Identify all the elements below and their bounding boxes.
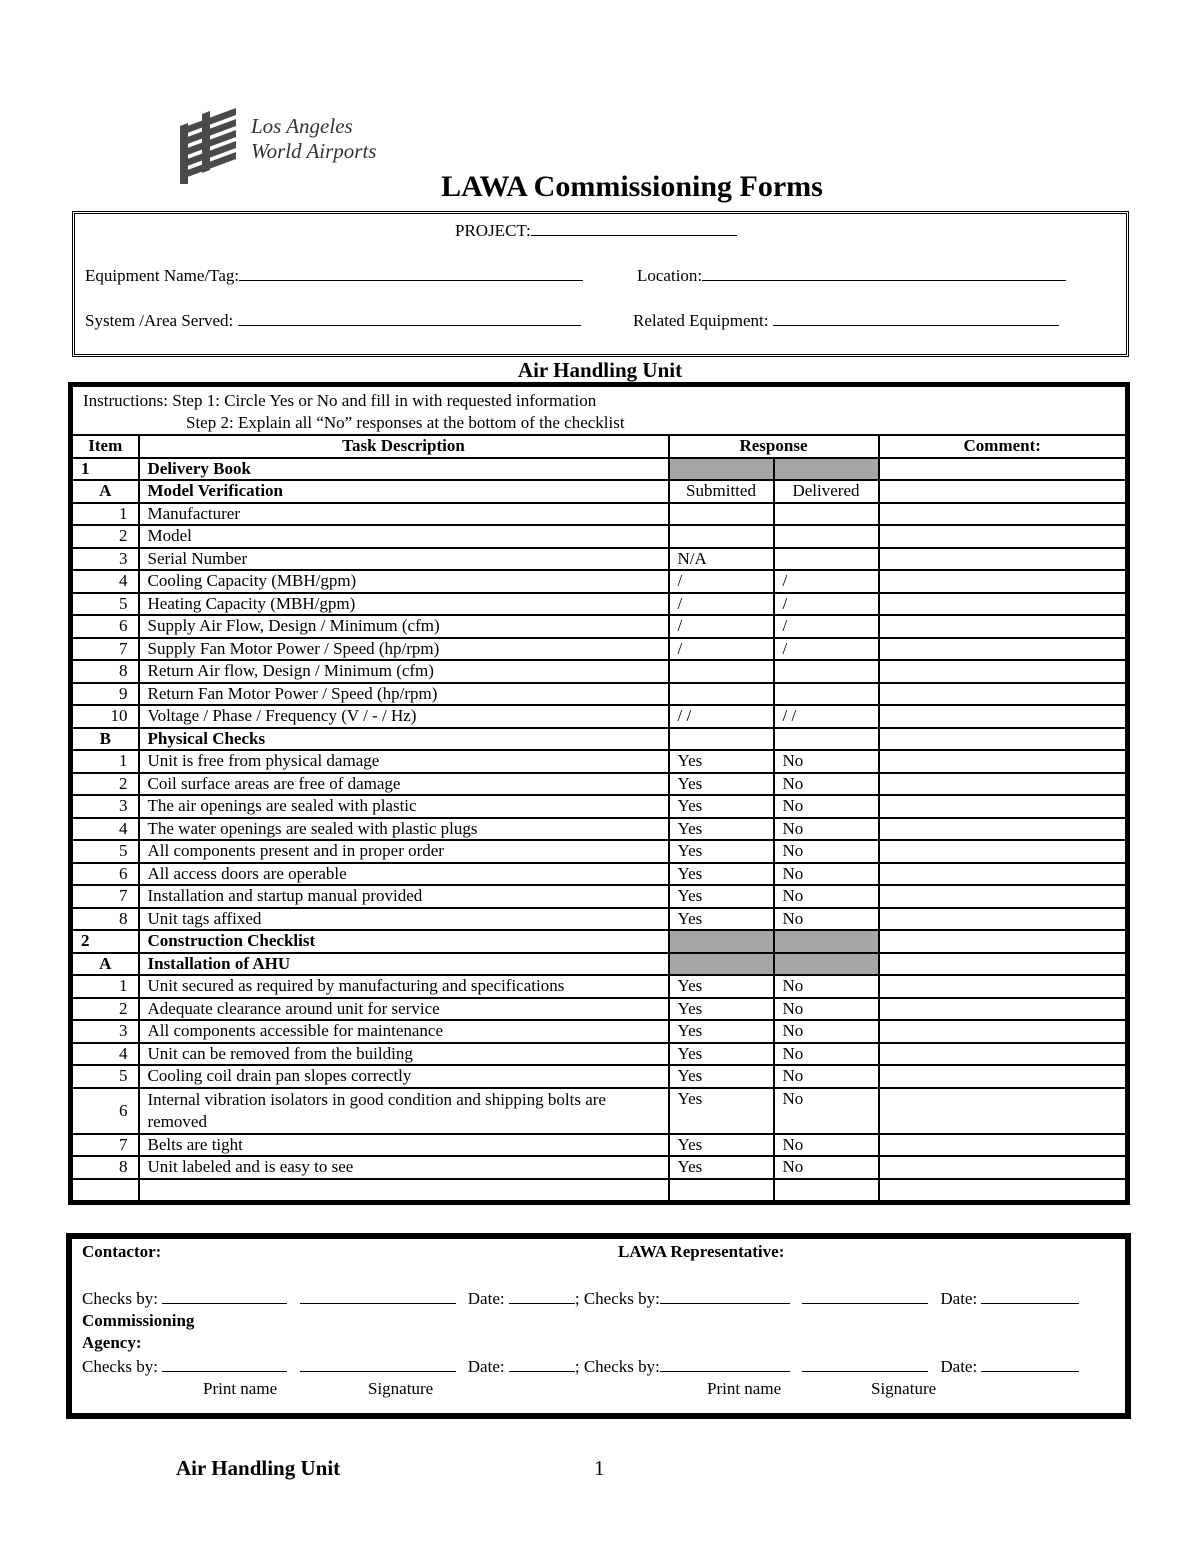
item-cell: 8: [71, 1156, 139, 1179]
task-cell: Construction Checklist: [139, 930, 669, 953]
header-item: Item: [71, 435, 139, 458]
response-2-cell[interactable]: No: [774, 908, 879, 931]
response-1-cell[interactable]: Yes: [669, 975, 774, 998]
item-cell: 4: [71, 570, 139, 593]
comment-cell[interactable]: [879, 1065, 1128, 1088]
comment-cell[interactable]: [879, 863, 1128, 886]
response-2-cell[interactable]: [774, 503, 879, 526]
project-label: PROJECT:: [455, 221, 531, 240]
item-cell: 3: [71, 795, 139, 818]
agency-signature-blank[interactable]: [300, 1356, 456, 1372]
item-cell: 10: [71, 705, 139, 728]
task-cell: Supply Air Flow, Design / Minimum (cfm): [139, 615, 669, 638]
item-cell: 2: [71, 930, 139, 953]
table-row: [71, 570, 1128, 593]
task-cell: [139, 1179, 669, 1203]
project-field[interactable]: [455, 220, 737, 241]
instructions-row: [71, 385, 1128, 436]
response-2-cell[interactable]: /: [774, 593, 879, 616]
table-row: [71, 638, 1128, 661]
print-name-caption: Print name: [203, 1379, 278, 1398]
response-2-cell[interactable]: No: [774, 840, 879, 863]
response-1-cell[interactable]: Submitted: [669, 480, 774, 503]
item-cell: 7: [71, 638, 139, 661]
task-cell: Unit tags affixed: [139, 908, 669, 931]
task-cell: Belts are tight: [139, 1134, 669, 1157]
system-field[interactable]: [85, 310, 581, 331]
comment-cell[interactable]: [879, 593, 1128, 616]
response-1-cell[interactable]: Yes: [669, 1020, 774, 1043]
comment-cell[interactable]: [879, 615, 1128, 638]
table-row: [71, 1020, 1128, 1043]
table-row: [71, 750, 1128, 773]
item-cell: 8: [71, 660, 139, 683]
response-1-cell[interactable]: /: [669, 615, 774, 638]
header-comment: Comment:: [879, 435, 1128, 458]
related-field[interactable]: [633, 310, 1059, 331]
agency-checks-row: Checks by: Date: ; Checks by: Date:: [82, 1356, 1079, 1377]
contractor-checks-row: Checks by: Date: ; Checks by: Date:: [82, 1288, 1079, 1309]
item-cell: 7: [71, 1134, 139, 1157]
checks-by-label: Checks by:: [82, 1289, 159, 1308]
response-2-cell[interactable]: No: [774, 975, 879, 998]
item-cell: 1: [71, 503, 139, 526]
item-cell: 2: [71, 773, 139, 796]
item-cell: 4: [71, 818, 139, 841]
comment-cell[interactable]: [879, 998, 1128, 1021]
task-cell: Internal vibration isolators in good condition and shipping bolts are removed: [139, 1088, 669, 1134]
table-row: [71, 458, 1128, 481]
task-cell: Unit is free from physical damage: [139, 750, 669, 773]
signature-box: [66, 1233, 1131, 1419]
task-cell: The water openings are sealed with plastic plugs: [139, 818, 669, 841]
response-2-cell[interactable]: No: [774, 750, 879, 773]
date-label: Date:: [940, 1357, 978, 1376]
item-cell: 2: [71, 998, 139, 1021]
response-2-cell[interactable]: No: [774, 863, 879, 886]
comment-cell[interactable]: [879, 638, 1128, 661]
response-1-cell[interactable]: [669, 953, 774, 976]
lawa-rep-label: LAWA Representative:: [618, 1242, 785, 1261]
comment-cell[interactable]: [879, 818, 1128, 841]
print-name-caption: Print name: [707, 1379, 782, 1398]
header-response: Response: [669, 435, 879, 458]
item-cell: [71, 1179, 139, 1203]
comment-cell[interactable]: [879, 1043, 1128, 1066]
response-1-cell[interactable]: [669, 930, 774, 953]
table-row: [71, 1065, 1128, 1088]
item-cell: 3: [71, 1020, 139, 1043]
lawa2-date-blank[interactable]: [981, 1356, 1079, 1372]
logo-wordmark: [251, 114, 376, 164]
response-2-cell[interactable]: /: [774, 615, 879, 638]
task-cell: All components accessible for maintenance: [139, 1020, 669, 1043]
task-cell: Model: [139, 525, 669, 548]
table-row: [71, 728, 1128, 751]
agency-print-name-blank[interactable]: [162, 1356, 287, 1372]
table-row: [71, 705, 1128, 728]
task-cell: The air openings are sealed with plastic: [139, 795, 669, 818]
instructions-line-1: Instructions: Step 1: Circle Yes or No and fill in with requested information: [83, 391, 597, 410]
response-1-cell[interactable]: Yes: [669, 818, 774, 841]
comment-cell[interactable]: [879, 930, 1128, 953]
comment-cell[interactable]: [879, 660, 1128, 683]
comment-cell[interactable]: [879, 885, 1128, 908]
task-cell: Return Air flow, Design / Minimum (cfm): [139, 660, 669, 683]
task-cell: Unit secured as required by manufacturing and specifications: [139, 975, 669, 998]
item-cell: A: [71, 480, 139, 503]
footer-title: Air Handling Unit: [176, 1456, 341, 1480]
task-cell: Manufacturer: [139, 503, 669, 526]
task-cell: Heating Capacity (MBH/gpm): [139, 593, 669, 616]
task-cell: All components present and in proper order: [139, 840, 669, 863]
response-1-cell[interactable]: Yes: [669, 1065, 774, 1088]
table-row: [71, 998, 1128, 1021]
location-blank[interactable]: [702, 265, 1066, 281]
response-2-cell[interactable]: No: [774, 1043, 879, 1066]
response-2-cell[interactable]: No: [774, 998, 879, 1021]
task-cell: Serial Number: [139, 548, 669, 571]
task-cell: Unit can be removed from the building: [139, 1043, 669, 1066]
response-2-cell[interactable]: /: [774, 638, 879, 661]
contractor-signature-blank[interactable]: [300, 1288, 456, 1304]
page-title: LAWA Commissioning Forms: [441, 170, 823, 203]
item-cell: 6: [71, 863, 139, 886]
table-row: [71, 795, 1128, 818]
response-1-cell[interactable]: /: [669, 570, 774, 593]
equipment-blank[interactable]: [239, 265, 583, 281]
table-row: [71, 593, 1128, 616]
response-2-cell[interactable]: No: [774, 795, 879, 818]
comment-cell[interactable]: [879, 1020, 1128, 1043]
commissioning-label-1: Commissioning: [82, 1311, 195, 1330]
project-blank[interactable]: [531, 220, 737, 236]
commissioning-label-2: Agency:: [82, 1333, 142, 1352]
response-1-cell[interactable]: [669, 660, 774, 683]
item-cell: 2: [71, 525, 139, 548]
response-2-cell[interactable]: No: [774, 1156, 879, 1179]
table-row: [71, 525, 1128, 548]
table-row: [71, 615, 1128, 638]
comment-cell[interactable]: [879, 1179, 1128, 1203]
checklist-table: [68, 382, 1130, 1205]
table-row: [71, 863, 1128, 886]
comment-cell[interactable]: [879, 1134, 1128, 1157]
response-1-cell[interactable]: /: [669, 593, 774, 616]
checks-by-label: Checks by:: [82, 1357, 159, 1376]
comment-cell[interactable]: [879, 525, 1128, 548]
project-info-box: [72, 211, 1129, 357]
table-row: [71, 1088, 1128, 1134]
comment-cell[interactable]: [879, 773, 1128, 796]
table-row: [71, 975, 1128, 998]
response-2-cell[interactable]: [774, 953, 879, 976]
response-1-cell[interactable]: Yes: [669, 863, 774, 886]
task-cell: Coil surface areas are free of damage: [139, 773, 669, 796]
item-cell: 8: [71, 908, 139, 931]
response-2-cell[interactable]: [774, 660, 879, 683]
response-1-cell[interactable]: [669, 728, 774, 751]
comment-cell[interactable]: [879, 1088, 1128, 1134]
lawa2-print-name-blank[interactable]: [660, 1356, 790, 1372]
comment-cell[interactable]: [879, 953, 1128, 976]
table-header-row: [71, 435, 1128, 458]
comment-cell[interactable]: [879, 975, 1128, 998]
response-1-cell[interactable]: Yes: [669, 1156, 774, 1179]
item-cell: B: [71, 728, 139, 751]
response-2-cell[interactable]: / /: [774, 705, 879, 728]
item-cell: 1: [71, 458, 139, 481]
checks-by-label: Checks by:: [583, 1357, 660, 1376]
page-number: 1: [594, 1456, 605, 1480]
signature-caption: Signature: [368, 1379, 434, 1398]
response-2-cell[interactable]: No: [774, 1088, 879, 1134]
related-blank[interactable]: [773, 310, 1059, 326]
item-cell: 5: [71, 593, 139, 616]
response-2-cell[interactable]: No: [774, 1134, 879, 1157]
task-cell: Unit labeled and is easy to see: [139, 1156, 669, 1179]
comment-cell[interactable]: [879, 795, 1128, 818]
logo-line-2: World Airports: [251, 139, 377, 163]
table-row: [71, 548, 1128, 571]
response-1-cell[interactable]: Yes: [669, 1088, 774, 1134]
item-cell: 6: [71, 1088, 139, 1134]
item-cell: 5: [71, 1065, 139, 1088]
response-1-cell[interactable]: Yes: [669, 1134, 774, 1157]
response-1-cell[interactable]: Yes: [669, 998, 774, 1021]
item-cell: 5: [71, 840, 139, 863]
table-row: [71, 660, 1128, 683]
header-task: Task Description: [139, 435, 669, 458]
response-1-cell[interactable]: N/A: [669, 548, 774, 571]
lawa-signature-blank[interactable]: [802, 1288, 928, 1304]
response-1-cell[interactable]: [669, 525, 774, 548]
table-row: [71, 683, 1128, 706]
response-2-cell[interactable]: No: [774, 773, 879, 796]
comment-cell[interactable]: [879, 548, 1128, 571]
comment-cell[interactable]: [879, 503, 1128, 526]
table-row: [71, 885, 1128, 908]
section-title: Air Handling Unit: [517, 358, 683, 382]
task-cell: Physical Checks: [139, 728, 669, 751]
response-1-cell[interactable]: Yes: [669, 795, 774, 818]
table-row: [71, 503, 1128, 526]
comment-cell[interactable]: [879, 570, 1128, 593]
table-row: [71, 930, 1128, 953]
response-1-cell[interactable]: [669, 503, 774, 526]
comment-cell[interactable]: [879, 480, 1128, 503]
response-2-cell[interactable]: [774, 728, 879, 751]
lawa2-signature-blank[interactable]: [802, 1356, 928, 1372]
response-1-cell[interactable]: / /: [669, 705, 774, 728]
response-2-cell[interactable]: No: [774, 1020, 879, 1043]
system-label: System /Area Served:: [85, 311, 234, 330]
comment-cell[interactable]: [879, 705, 1128, 728]
date-label: Date:: [940, 1289, 978, 1308]
comment-cell[interactable]: [879, 908, 1128, 931]
location-field[interactable]: [637, 265, 1066, 286]
task-cell: Delivery Book: [139, 458, 669, 481]
task-cell: Model Verification: [139, 480, 669, 503]
task-cell: Supply Fan Motor Power / Speed (hp/rpm): [139, 638, 669, 661]
item-cell: 7: [71, 885, 139, 908]
table-row: [71, 1179, 1128, 1203]
table-row: [71, 773, 1128, 796]
item-cell: 9: [71, 683, 139, 706]
contractor-print-name-blank[interactable]: [162, 1288, 287, 1304]
lawa-date-blank[interactable]: [981, 1288, 1079, 1304]
lawa-print-name-blank[interactable]: [660, 1288, 790, 1304]
table-row: [71, 480, 1128, 503]
task-cell: Cooling Capacity (MBH/gpm): [139, 570, 669, 593]
table-row: [71, 953, 1128, 976]
related-label: Related Equipment:: [633, 311, 769, 330]
item-cell: 1: [71, 975, 139, 998]
item-cell: 1: [71, 750, 139, 773]
comment-cell[interactable]: [879, 683, 1128, 706]
response-2-cell[interactable]: No: [774, 1065, 879, 1088]
signature-caption: Signature: [871, 1379, 937, 1398]
response-2-cell[interactable]: [774, 458, 879, 481]
response-1-cell[interactable]: [669, 1179, 774, 1203]
table-row: [71, 1156, 1128, 1179]
equipment-field[interactable]: [85, 265, 583, 286]
response-1-cell[interactable]: Yes: [669, 773, 774, 796]
response-2-cell[interactable]: [774, 683, 879, 706]
response-1-cell[interactable]: Yes: [669, 885, 774, 908]
contractor-date-blank[interactable]: [509, 1288, 575, 1304]
response-2-cell[interactable]: [774, 525, 879, 548]
table-row: [71, 1043, 1128, 1066]
task-cell: All access doors are operable: [139, 863, 669, 886]
response-1-cell[interactable]: Yes: [669, 908, 774, 931]
item-cell: 3: [71, 548, 139, 571]
comment-cell[interactable]: [879, 458, 1128, 481]
table-row: [71, 1134, 1128, 1157]
comment-cell[interactable]: [879, 750, 1128, 773]
logo-line-1: Los Angeles: [251, 114, 353, 138]
agency-date-blank[interactable]: [509, 1356, 575, 1372]
date-label: Date:: [467, 1357, 505, 1376]
response-2-cell[interactable]: No: [774, 818, 879, 841]
task-cell: Cooling coil drain pan slopes correctly: [139, 1065, 669, 1088]
item-cell: 6: [71, 615, 139, 638]
response-1-cell[interactable]: [669, 458, 774, 481]
item-cell: A: [71, 953, 139, 976]
response-2-cell[interactable]: /: [774, 570, 879, 593]
response-1-cell[interactable]: /: [669, 638, 774, 661]
response-2-cell[interactable]: [774, 1179, 879, 1203]
table-row: [71, 840, 1128, 863]
instructions-line-2: Step 2: Explain all “No” responses at the bottom of the checklist: [186, 413, 625, 432]
response-1-cell[interactable]: Yes: [669, 750, 774, 773]
response-2-cell[interactable]: [774, 930, 879, 953]
response-1-cell[interactable]: Yes: [669, 1043, 774, 1066]
task-cell: Voltage / Phase / Frequency (V / - / Hz): [139, 705, 669, 728]
task-cell: Adequate clearance around unit for service: [139, 998, 669, 1021]
response-1-cell[interactable]: Yes: [669, 840, 774, 863]
comment-cell[interactable]: [879, 728, 1128, 751]
checks-by-label: Checks by:: [583, 1289, 660, 1308]
system-blank[interactable]: [238, 310, 581, 326]
table-row: [71, 908, 1128, 931]
task-cell: Installation and startup manual provided: [139, 885, 669, 908]
response-1-cell[interactable]: [669, 683, 774, 706]
contractor-label: Contactor:: [82, 1242, 162, 1261]
equipment-label: Equipment Name/Tag:: [85, 266, 240, 285]
response-2-cell[interactable]: [774, 548, 879, 571]
date-label: Date:: [467, 1289, 505, 1308]
task-cell: Installation of AHU: [139, 953, 669, 976]
task-cell: Return Fan Motor Power / Speed (hp/rpm): [139, 683, 669, 706]
response-2-cell[interactable]: No: [774, 885, 879, 908]
table-row: [71, 818, 1128, 841]
response-2-cell[interactable]: Delivered: [774, 480, 879, 503]
item-cell: 4: [71, 1043, 139, 1066]
comment-cell[interactable]: [879, 1156, 1128, 1179]
comment-cell[interactable]: [879, 840, 1128, 863]
location-label: Location:: [637, 266, 703, 285]
